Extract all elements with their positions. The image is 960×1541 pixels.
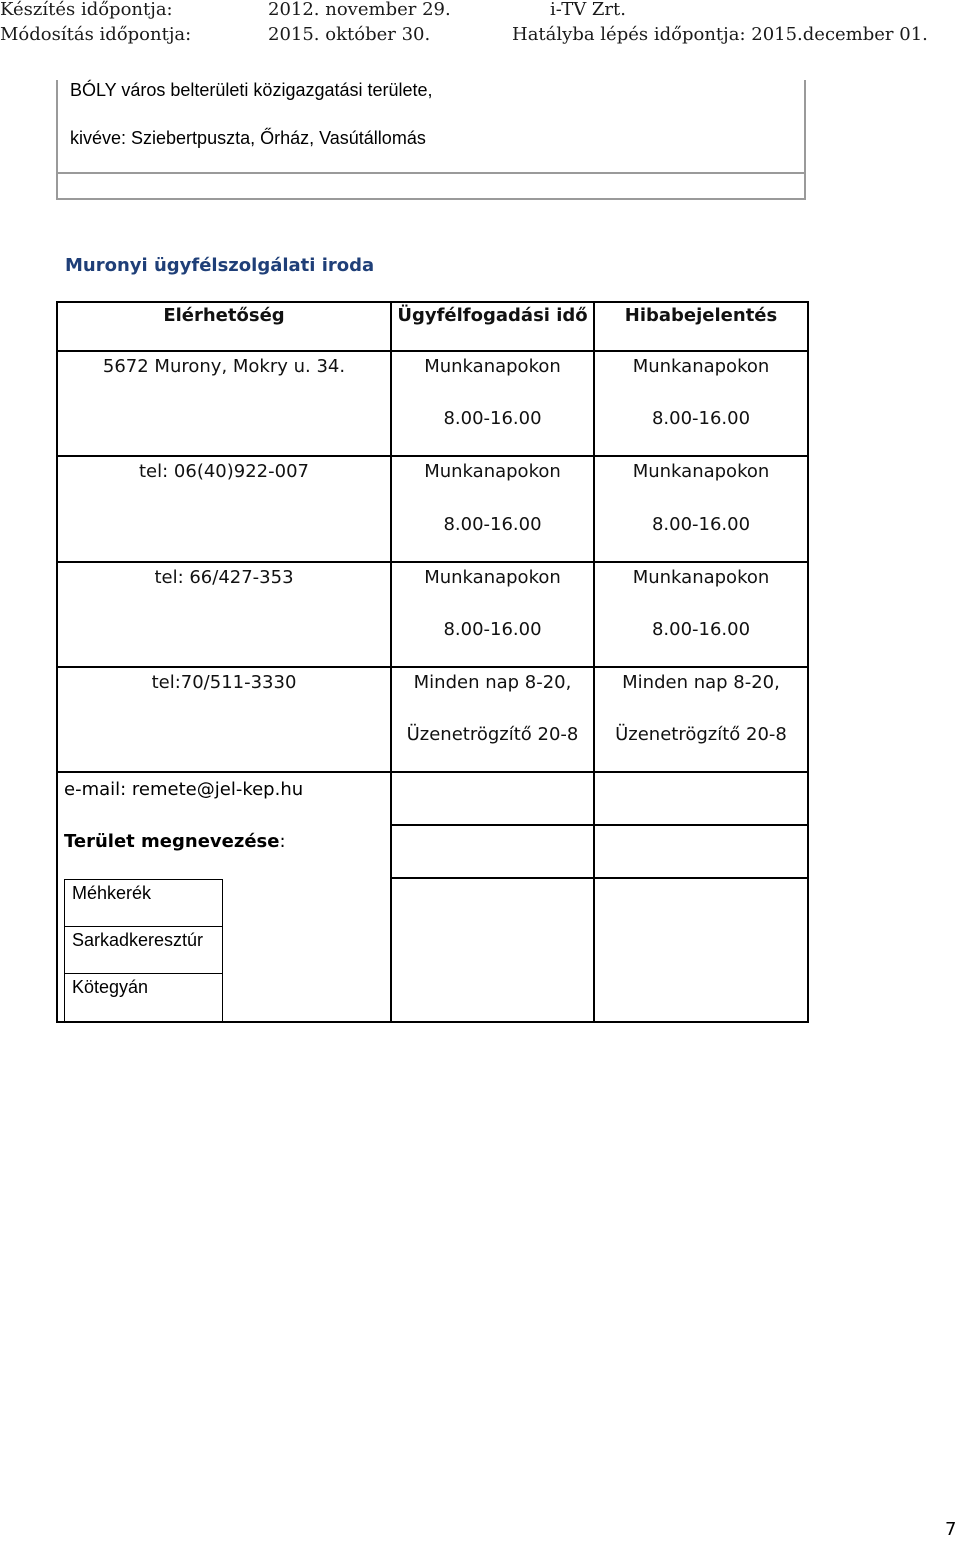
row-hours-line2: 8.00-16.00 <box>443 619 542 640</box>
row-hours-line1: Munkanapokon <box>424 567 561 588</box>
row-contact: 5672 Murony, Mokry u. 34. <box>102 356 346 377</box>
area-box-line1: BÓLY város belterületi közigazgatási területe, <box>70 80 433 100</box>
area-list-border-left <box>64 879 65 1022</box>
area-list-divider <box>64 973 223 974</box>
row-hours-line2: Üzenetrögzítő 20-8 <box>406 724 579 745</box>
area-box-left-border <box>56 80 58 200</box>
area-list-item: Kötegyán <box>72 977 149 997</box>
area-list-divider <box>64 926 223 927</box>
col-header-hours: Ügyfélfogadási idő <box>397 305 588 326</box>
table-row-divider <box>390 877 809 879</box>
row-contact: tel:70/511-3330 <box>151 672 297 693</box>
row-hours-line1: Minden nap 8-20, <box>413 672 572 693</box>
area-label-text: Terület megnevezése <box>64 831 280 852</box>
area-list-item: Sarkadkeresztúr <box>72 930 204 950</box>
row-report-line2: 8.00-16.00 <box>651 619 751 640</box>
area-box-right-border <box>804 80 806 200</box>
table-row-divider <box>57 455 809 457</box>
company-name: i-TV Zrt. <box>550 0 626 20</box>
office-email: e-mail: remete@jel-kep.hu <box>64 779 304 800</box>
row-report-line2: Üzenetrögzítő 20-8 <box>615 724 787 745</box>
table-row-divider <box>57 666 809 668</box>
row-hours-line2: 8.00-16.00 <box>443 514 542 535</box>
area-label-colon: : <box>279 831 286 852</box>
row-hours-line1: Munkanapokon <box>424 356 561 377</box>
col-header-report: Hibabejelentés <box>624 305 778 326</box>
created-label: Készítés időpontja: <box>0 0 173 20</box>
row-report-line1: Munkanapokon <box>632 461 770 482</box>
row-contact: tel: 06(40)922-007 <box>139 461 309 482</box>
table-border-right <box>807 301 809 1023</box>
table-row-divider <box>390 824 809 826</box>
modified-date: 2015. október 30. <box>268 24 431 45</box>
row-contact: tel: 66/427-353 <box>154 567 294 588</box>
col-header-contact: Elérhetőség <box>163 305 285 326</box>
created-date: 2012. november 29. <box>268 0 451 20</box>
row-report-line1: Munkanapokon <box>632 356 770 377</box>
row-report-line2: 8.00-16.00 <box>651 514 751 535</box>
row-report-line1: Munkanapokon <box>632 567 770 588</box>
row-report-line2: 8.00-16.00 <box>651 408 751 429</box>
table-header-bottom <box>57 350 809 352</box>
row-hours-line1: Munkanapokon <box>424 461 561 482</box>
table-border-left <box>56 301 58 1023</box>
row-report-line1: Minden nap 8-20, <box>622 672 780 693</box>
area-list-border-right <box>222 879 223 1022</box>
table-row-divider <box>57 771 809 773</box>
modified-label: Módosítás időpontja: <box>0 24 192 45</box>
office-title: Muronyi ügyfélszolgálati iroda <box>65 255 375 276</box>
effective-date: Hatályba lépés időpontja: 2015.december 01. <box>512 24 928 45</box>
table-row-divider <box>57 561 809 563</box>
area-label <box>64 831 286 853</box>
table-border-top <box>57 301 809 303</box>
page-number: 7 <box>945 1519 957 1540</box>
row-hours-line2: 8.00-16.00 <box>443 408 542 429</box>
area-box-divider <box>56 172 806 174</box>
area-list-item: Méhkerék <box>72 883 152 903</box>
area-box-bottom-border <box>56 198 806 200</box>
area-box-line2: kivéve: Sziebertpuszta, Őrház, Vasútállomás <box>70 128 426 148</box>
table-border-bottom <box>57 1021 809 1023</box>
area-list-border-top <box>64 879 223 880</box>
